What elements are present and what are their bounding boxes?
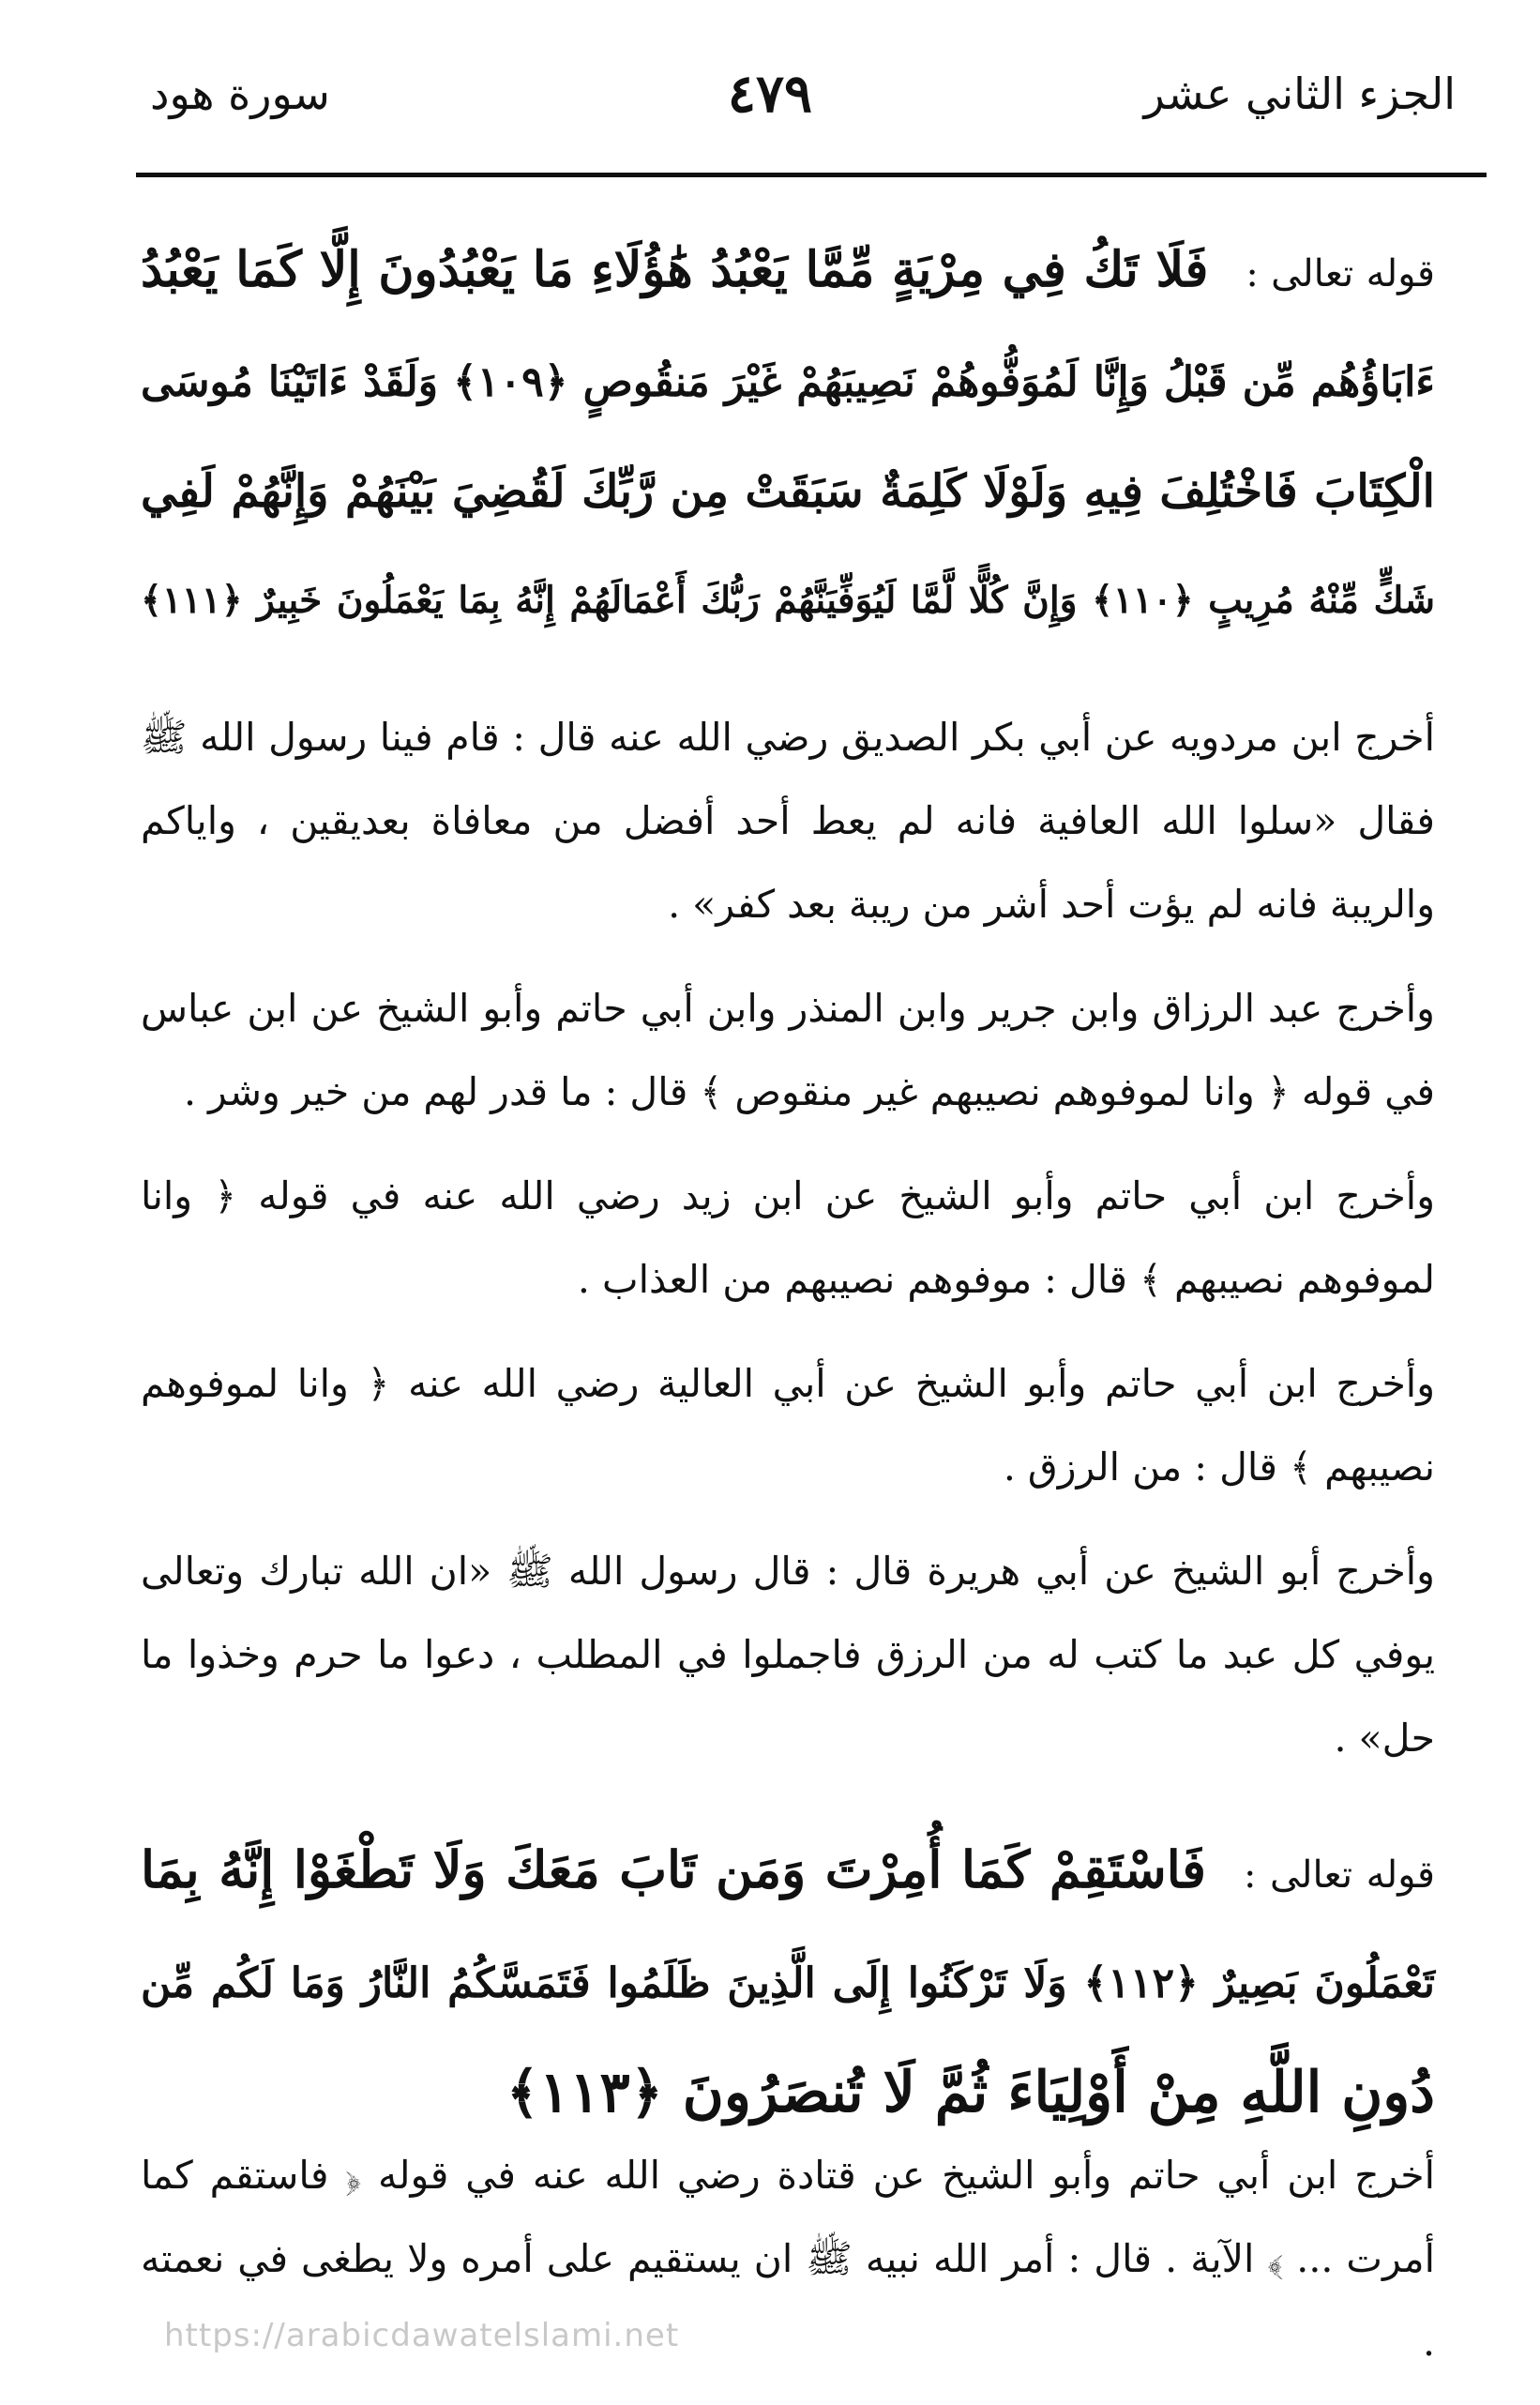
verse-line: الْكِتَابَ فَاخْتُلِفَ فِيهِ وَلَوْلَا كَلِمَةٌ سَبَقَتْ مِن رَّبِّكَ لَقُضِيَ بَيْنَهُمْ وَإِنَّهُمْ لَفِي	[141, 465, 1435, 518]
watermark-url: https://arabicdawatelslami.net	[164, 2317, 680, 2354]
verse-text: فَلَا تَكُ فِي مِرْيَةٍ مِّمَّا يَعْبُدُ هَٰؤُلَاءِ مَا يَعْبُدُونَ إِلَّا كَمَا يَعْبُدُ	[141, 241, 1209, 298]
verse-text: فَاسْتَقِمْ كَمَا أُمِرْتَ وَمَن تَابَ مَعَكَ وَلَا تَطْغَوْا إِنَّهُ بِمَا	[141, 1839, 1206, 1899]
running-head-surah: سورة هود	[150, 68, 330, 119]
quran-passage-2	[141, 1815, 1435, 2147]
verse-line	[141, 1815, 1435, 1929]
commentary-1	[141, 696, 1435, 1801]
verse-line: شَكٍّ مِّنْهُ مُرِيبٍ ﴿١١٠﴾ وَإِنَّ كُلًّا لَّمَّا لَيُوَفِّيَنَّهُمْ رَبُّكَ أَعْمَالَهُمْ إِنَّهُ بِمَا يَعْمَلُونَ خَبِيرٌ ﴿١١١﴾	[141, 579, 1435, 622]
verse-line	[141, 216, 1435, 328]
verse-line: دُونِ اللَّهِ مِنْ أَوْلِيَاءَ ثُمَّ لَا تُنصَرُونَ ﴿١١٣﴾	[506, 2060, 1435, 2125]
commentary-paragraph: وأخرج عبد الرزاق وابن جرير وابن المنذر وابن أبي حاتم وأبو الشيخ عن ابن عباس في قوله ﴿ وانا لموفوهم نصيبهم غير منقوص ﴾ قال : ما قدر لهم من خير وشر .	[141, 986, 1435, 1114]
verse-lead-label: قوله تعالى :	[1243, 1853, 1435, 1897]
verse-line: ءَابَاؤُهُم مِّن قَبْلُ وَإِنَّا لَمُوَفُّوهُمْ نَصِيبَهُمْ غَيْرَ مَنقُوصٍ ﴿١٠٩﴾ وَلَقَدْ ءَاتَيْنَا مُوسَى	[141, 358, 1435, 406]
commentary-paragraph: وأخرج ابن أبي حاتم وأبو الشيخ عن ابن زيد رضي الله عنه في قوله ﴿ وانا لموفوهم نصيبهم ﴾ قال : موفوهم نصيبهم من العذاب .	[141, 1173, 1435, 1302]
commentary-2	[141, 2134, 1435, 2405]
page-number: ٤٧٩	[727, 63, 813, 125]
header-rule	[136, 173, 1487, 177]
commentary-paragraph: أخرج ابن مردويه عن أبي بكر الصديق رضي الله عنه قال : قام فينا رسول الله ﷺ فقال «سلوا الله العافية فانه لم يعط أحد أفضل من معافاة بعديقين ، واياكم والريبة فانه لم يؤت أحد أشر من ريبة بعد كفر» .	[141, 715, 1435, 927]
verse-line: تَعْمَلُونَ بَصِيرٌ ﴿١١٢﴾ وَلَا تَرْكَنُوا إِلَى الَّذِينَ ظَلَمُوا فَتَمَسَّكُمُ النَّارُ وَمَا لَكُم مِّن	[141, 1959, 1435, 2007]
quran-passage-1	[141, 216, 1435, 655]
commentary-paragraph: وأخرج أبو الشيخ عن أبي هريرة قال : قال رسول الله ﷺ «ان الله تبارك وتعالى يوفي كل عبد ما كتب له من الرزق فاجملوا في المطلب ، دعوا ما حرم وخذوا ما حل» .	[141, 1549, 1435, 1761]
commentary-paragraph: أخرج ابن أبي حاتم وأبو الشيخ عن قتادة رضي الله عنه في قوله ﴿ فاستقم كما أمرت ... ﴾ الآية . قال : أمر الله نبيه ﷺ ان يستقيم على أمره ولا يطغى في نعمته .	[141, 2153, 1435, 2365]
commentary-paragraph: وأخرج ابن أبي حاتم وأبو الشيخ عن أبي العالية رضي الله عنه ﴿ وانا لموفوهم نصيبهم ﴾ قال : من الرزق .	[141, 1361, 1435, 1490]
running-head-part: الجزء الثاني عشر	[1143, 68, 1456, 119]
verse-lead-label: قوله تعالى :	[1246, 252, 1436, 295]
